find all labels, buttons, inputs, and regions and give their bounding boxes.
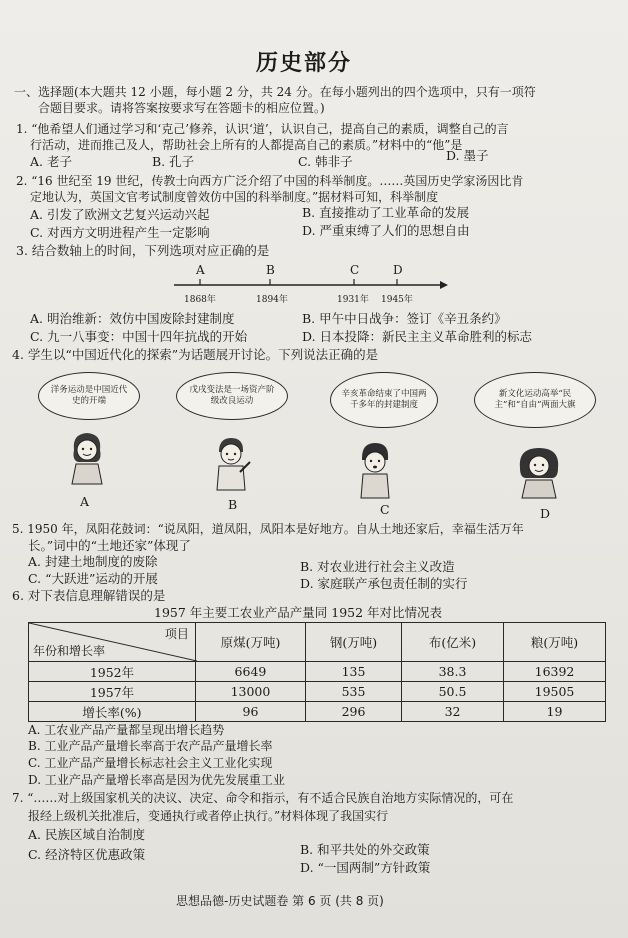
column-header-cloth: 布(亿米) — [402, 623, 504, 662]
q5-stem-line1: 5. 1950 年，凤阳花鼓词：“说凤阳，道凤阳，凤阳本是好地方。自从土地还家后，幸福生活万年 — [12, 522, 524, 536]
column-header-grain: 粮(万吨) — [504, 623, 606, 662]
table-cell: 535 — [305, 682, 401, 702]
q1-option-b: B. 孔子 — [152, 154, 195, 169]
student-boy-b-icon — [210, 432, 252, 494]
student-girl-d-icon — [514, 444, 564, 506]
q3-option-b: B. 甲午中日战争：签订《辛丑条约》 — [302, 311, 507, 326]
timeline-year-1868: 1868年 — [184, 295, 216, 305]
timeline-year-1945: 1945年 — [381, 295, 413, 305]
section-instructions-line1: 一、选择题(本大题共 12 小题，每小题 2 分，共 24 分。在每小题列出的四个选项中，只有一项符 — [14, 85, 536, 99]
timeline-year-1894: 1894年 — [256, 295, 288, 305]
q7-option-d: D. “一国两制”方针政策 — [300, 860, 431, 875]
table-cell: 50.5 — [402, 682, 504, 702]
table-row — [29, 702, 606, 722]
q2-option-a: A. 引发了欧洲文艺复兴运动兴起 — [30, 207, 210, 222]
q7-option-c: C. 经济特区优惠政策 — [28, 847, 146, 862]
table-cell: 135 — [305, 662, 401, 682]
page-footer: 思想品德-历史试题卷 第 6 页 (共 8 页) — [176, 894, 384, 908]
page-title: 历史部分 — [256, 51, 353, 76]
timeline-letter-c: C — [350, 263, 360, 277]
q3-option-a: A. 明治维新：效仿中国废除封建制度 — [30, 311, 235, 326]
q6-table-title: 1957 年主要工农业产品产量同 1952 年对比情况表 — [154, 605, 443, 620]
table-cell: 19505 — [504, 682, 606, 702]
q6-option-a: A. 工农业产品产量都呈现出增长趋势 — [28, 723, 225, 737]
q1-stem-line1: 1. “他希望人们通过学习和‘克己’修养，认识‘道’，认识自己，提高自己的素质，调整自己的言 — [16, 122, 509, 136]
table-cell: 96 — [195, 702, 305, 722]
q4-label-d: D — [540, 506, 551, 521]
q6-option-d: D. 工业产品产量增长率高是因为优先发展重工业 — [28, 773, 285, 787]
table-header-row — [29, 623, 606, 662]
corner-label-bottom: 年份和增长率 — [33, 644, 106, 658]
q4-label-a: A — [80, 494, 90, 509]
q4-label-c: C — [380, 502, 390, 517]
q4-label-b: B — [228, 497, 238, 512]
q3-stem: 3. 结合数轴上的时间，下列选项对应正确的是 — [16, 243, 270, 258]
q3-option-c: C. 九一八事变：中国十四年抗战的开始 — [30, 329, 248, 344]
q2-option-c: C. 对西方文明进程产生一定影响 — [30, 225, 210, 240]
q7-stem-line2: 报经上级机关批准后，变通执行或者停止执行。”材料体现了我国实行 — [28, 809, 389, 823]
q2-stem-line1: 2. “16 世纪至 19 世纪，传教士向西方广泛介绍了中国的科举制度。……英国历史学家汤因比肯 — [16, 174, 524, 188]
q6-option-b: B. 工业产品产量增长率高于农产品产量增长率 — [28, 739, 273, 753]
q2-option-d: D. 严重束缚了人们的思想自由 — [302, 223, 470, 238]
q5-option-a: A. 封建土地制度的废除 — [28, 554, 158, 569]
column-header-steel: 钢(万吨) — [305, 623, 401, 662]
row-label: 增长率(%) — [29, 702, 196, 722]
table-row — [29, 682, 606, 702]
timeline-letter-a: A — [196, 263, 205, 277]
q7-stem-line1: 7. “……对上级国家机关的决议、决定、命令和指示，有不适合民族自治地方实际情况的，可在 — [12, 791, 514, 805]
column-header-coal: 原煤(万吨) — [195, 623, 305, 662]
q5-stem-line2: 长。”词中的“土地还家”体现了 — [28, 538, 191, 553]
q3-option-d: D. 日本投降：新民主主义革命胜利的标志 — [302, 329, 533, 344]
q2-option-b: B. 直接推动了工业革命的发展 — [302, 205, 470, 220]
q1-option-a: A. 老子 — [30, 154, 72, 169]
table-cell: 32 — [402, 702, 504, 722]
row-label: 1957年 — [29, 682, 196, 702]
q5-option-d: D. 家庭联产承包责任制的实行 — [300, 576, 468, 591]
table-row — [29, 662, 606, 682]
speech-bubble-d: 新文化运动高举“民主”和“自由”两面大旗 — [474, 372, 596, 428]
table-cell: 16392 — [504, 662, 606, 682]
speech-bubble-c: 辛亥革命结束了中国两千多年的封建制度 — [330, 372, 438, 428]
q6-option-c: C. 工业产品产量增长标志社会主义工业化实现 — [28, 756, 273, 770]
q2-stem-line2: 定地认为，英国文官考试制度曾效仿中国的科举制度。”据材料可知，科举制度 — [30, 190, 439, 204]
table-corner-cell — [29, 623, 196, 662]
production-table — [28, 622, 606, 722]
corner-label-top: 项目 — [164, 627, 189, 641]
table-cell: 296 — [305, 702, 401, 722]
student-girl-a-icon — [66, 428, 108, 490]
q1-stem-line2: 行活动，进而推己及人，帮助社会上所有的人都提高自己的素质。”材料中的“他”是 — [30, 138, 463, 152]
q7-option-b: B. 和平共处的外交政策 — [300, 842, 430, 857]
speech-bubble-b: 戊戌变法是一场资产阶级改良运动 — [176, 372, 288, 420]
timeline-letter-d: D — [393, 263, 403, 277]
timeline-arrow-icon — [440, 281, 448, 289]
table-cell: 19 — [504, 702, 606, 722]
q5-option-b: B. 对农业进行社会主义改造 — [300, 559, 455, 574]
table-cell: 13000 — [195, 682, 305, 702]
q7-option-a: A. 民族区域自治制度 — [28, 827, 145, 842]
q4-stem: 4. 学生以“中国近代化的探索”为话题展开讨论。下列说法正确的是 — [12, 347, 379, 362]
table-cell: 6649 — [195, 662, 305, 682]
speech-bubble-a: 洋务运动是中国近代史的开端 — [38, 372, 140, 420]
q1-option-d: D. 墨子 — [446, 148, 489, 163]
timeline-letter-b: B — [266, 263, 275, 277]
timeline-year-1931: 1931年 — [337, 295, 369, 305]
student-boy-c-icon — [354, 438, 396, 500]
q5-option-c: C. “大跃进”运动的开展 — [28, 571, 158, 586]
row-label: 1952年 — [29, 662, 196, 682]
section-instructions-line2: 合题目要求。请将答案按要求写在答题卡的相应位置。) — [38, 101, 325, 115]
q6-stem: 6. 对下表信息理解错误的是 — [12, 588, 166, 603]
table-cell: 38.3 — [402, 662, 504, 682]
q1-option-c: C. 韩非子 — [298, 154, 353, 169]
